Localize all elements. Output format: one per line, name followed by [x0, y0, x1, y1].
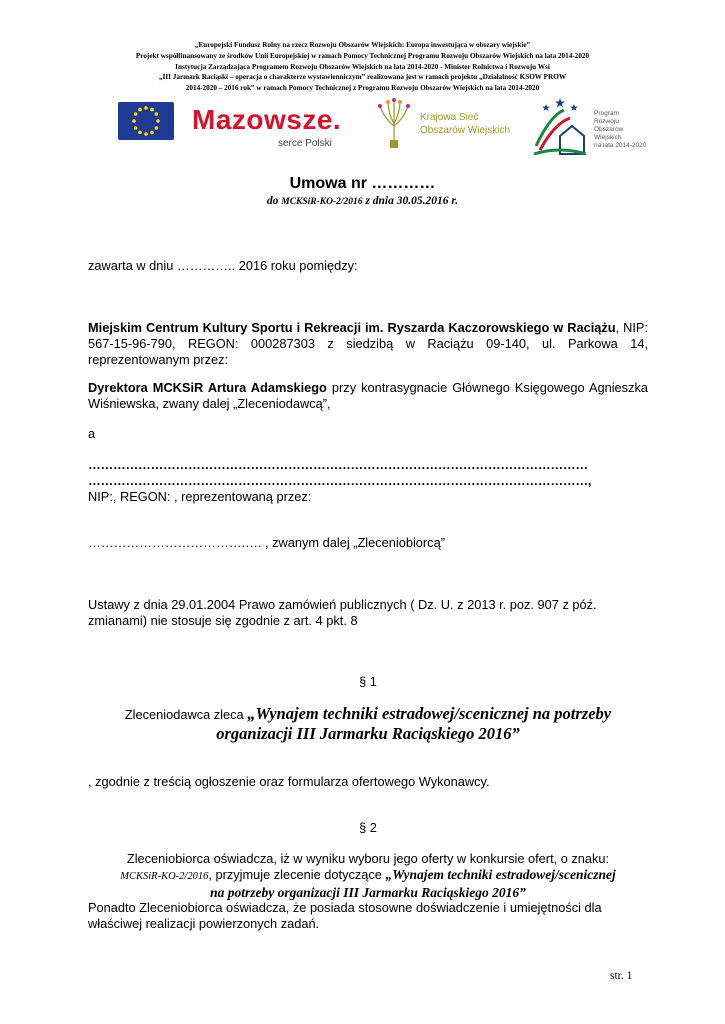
- subtitle-date: z dnia 30.05.2016 r.: [362, 195, 459, 207]
- prow-text-line: Wiejskich: [594, 134, 622, 141]
- mazowsze-wordmark: Mazowsze.: [192, 104, 342, 135]
- prow-text-line: Obszarów: [594, 126, 624, 133]
- section-1-order: [88, 704, 648, 744]
- contract-subtitle: [0, 195, 725, 207]
- prow-text-line: Program: [594, 110, 619, 117]
- section-2-title: „Wynajem techniki estradowej/scenicznej: [385, 867, 616, 882]
- law-paragraph: Ustawy z dnia 29.01.2004 Prawo zamówień publicznych ( Dz. U. z 2013 r. poz. 907 z póź. zmianami) nie stosuje się zgodnie z art. 4 pkt. 8: [88, 597, 597, 628]
- prow-text-line: Rozwoju: [594, 118, 619, 125]
- section-2-line1: Zleceniobiorca oświadcza, iż w wyniku wyboru jego oferty w konkursie ofert, o znaku:: [126, 851, 610, 866]
- section-1-heading: § 1: [359, 674, 377, 689]
- section-1-title: „Wynajem techniki estradowej/scenicznej na potrzeby: [247, 704, 612, 723]
- prow-emblem-icon: [530, 96, 590, 158]
- eu-stars-icon: [118, 102, 174, 140]
- section-1-title-cont: organizacji III Jarmarku Raciąskiego 2016”: [216, 724, 520, 743]
- prow-logo: [530, 96, 660, 158]
- party1-details: , NIP: 567-15-96-790, REGON: 000287303 z siedzibą w Raciążu 09-140, ul. Parkowa 14, reprezentowanym przez:: [88, 320, 649, 367]
- logo-row: [110, 96, 650, 158]
- party1-name: Miejskim Centrum Kultury Sportu i Rekreacji im. Ryszarda Kaczorowskiego w Raciążu: [88, 320, 616, 335]
- funding-header-line: „III Jarmark Raciąski – operacja o charakterze wystawienniczym” realizowana jest w ramach projektu „Działalność KSOW PROW: [158, 73, 567, 82]
- contractor-dots-line: …………………………………………………………………………………………………………: [88, 457, 588, 472]
- mazowsze-logo: [192, 104, 362, 154]
- page-number: str. 1: [610, 970, 633, 982]
- conjunction: a: [88, 426, 96, 441]
- prow-text-line: na lata 2014-2020: [594, 142, 647, 149]
- section-2-experience: Ponadto Zleceniobiorca oświadcza, że posiada stosowne doświadczenie i umiejętności dla właściwej realizacji powierzonych zadań.: [88, 900, 602, 931]
- ksow-name-line: Krajowa Sieć: [420, 112, 479, 123]
- contractor-dots-line: …………………………………………………………………………………………………………,: [88, 473, 592, 488]
- party1-paragraph: [88, 320, 648, 368]
- funding-header-line: 2014-2020 – 2016 rok” w ramach Pomocy Technicznej z Programu Rozwoju Obszarów Wiejskich na lata 2014-2020: [185, 84, 540, 93]
- eu-flag-logo: [118, 102, 174, 140]
- representative-name: Dyrektora MCKSiR Artura Adamskiego: [88, 380, 327, 395]
- section-2-statement: [88, 851, 648, 901]
- nip-regon-line: NIP:, REGON: , reprezentowaną przez:: [88, 489, 312, 504]
- funding-header: [70, 40, 655, 94]
- funding-header-line: Projekt współfinansowany ze środków Unii Europejskiej w ramach Pomocy Technicznej Programu Rozwoju Obszarów Wiejskich na lata 2014-2020: [135, 51, 590, 60]
- mazowsze-tagline: serce Polski: [278, 138, 332, 149]
- section-2-mid: , przyjmuje zlecenie dotyczące: [208, 867, 386, 882]
- subtitle-code: MCKSiR-KO-2/2016: [281, 197, 363, 207]
- prow-text: [594, 110, 646, 150]
- ksow-name-line: Obszarów Wiejskich: [420, 125, 511, 136]
- contractor-line: ……………………………….…. , zwanym dalej „Zleceniobiorcą”: [88, 535, 445, 550]
- section-2-code: MCKSiR-KO-2/2016: [120, 871, 209, 882]
- subtitle-prefix: do: [266, 195, 282, 207]
- ksow-emblem-icon: [372, 96, 416, 152]
- ksow-logo: [372, 96, 522, 152]
- section-2-title-cont: na potrzeby organizacji III Jarmarku Raciąskiego 2016”: [210, 885, 526, 900]
- section-1-prefix: Zleceniodawca zleca: [124, 707, 248, 722]
- concluded-line: zawarta w dniu ………….. 2016 roku pomiędzy:: [88, 258, 358, 273]
- representative-details: przy kontrasygnacie Głównego Księgowego Agnieszka Wiśniewska, zwany dalej „Zleceniodawcą”,: [88, 380, 648, 411]
- contract-title: Umowa nr …………: [289, 175, 436, 192]
- funding-header-line: Instytucja Zarządzająca Programem Rozwoju Obszarów Wiejskich na lata 2014-2020 - Minister Rolnictwa i Rozwoju Wsi: [175, 62, 550, 71]
- section-1-tail: , zgodnie z treścią ogłoszenie oraz formularza ofertowego Wykonawcy.: [88, 774, 490, 789]
- section-2-heading: § 2: [359, 820, 377, 835]
- funding-header-line: „Europejski Fundusz Rolny na rzecz Rozwoju Obszarów Wiejskich: Europa inwestująca w obszary wiejskie”: [194, 41, 531, 49]
- representative-paragraph: [88, 380, 648, 412]
